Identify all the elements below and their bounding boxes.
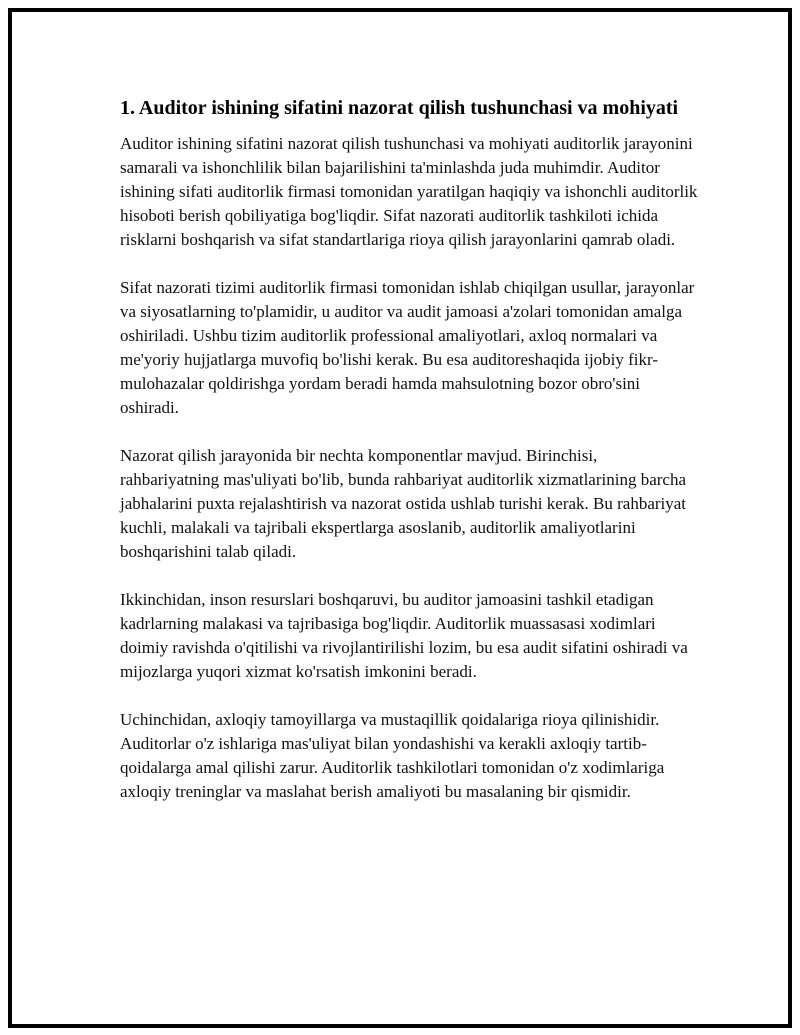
paragraph-1: Auditor ishining sifatini nazorat qilish tushunchasi va mohiyati auditorlik jarayonini samarali va ishonchlilik bilan bajarilishini ta'minlashda juda muhimdir. Auditor ishining sifati auditorlik firmasi tomonidan yaratilgan haqiqiy va ishonchli auditorlik hisoboti berish qobiliyatiga bog'liqdir. Sifat nazorati auditorlik tashkiloti ichida risklarni boshqarish va sifat standartlariga rioya qilish jarayonlarini qamrab oladi.	[120, 134, 698, 249]
section-heading: 1. Auditor ishining sifatini nazorat qilish tushunchasi va mohiyati	[120, 97, 679, 119]
document-body	[120, 94, 700, 828]
paragraph-3: Nazorat qilish jarayonida bir nechta komponentlar mavjud. Birinchisi, rahbariyatning mas'uliyati bo'lib, bunda rahbariyat auditorlik xizmatlarining barcha jabhalarini puxta rejalashtirish va nazorat ostida ushlab turishi kerak. Bu rahbariyat kuchli, malakali va tajribali ekspertlarga asoslanib, auditorlik amaliyotlarini boshqarishini talab qiladi.	[120, 446, 687, 561]
paragraph-2: Sifat nazorati tizimi auditorlik firmasi tomonidan ishlab chiqilgan usullar, jarayonlar va siyosatlarning to'plamidir, u auditor va audit jamoasi a'zolari tomonidan amalga oshiriladi. Ushbu tizim auditorlik professional amaliyotlari, axloq normalari va me'yoriy hujjatlarga muvofiq bo'lishi kerak. Bu esa auditoreshaqida ijobiy fikr-mulohazalar qoldirishga yordam beradi hamda mahsulotning bozor obro'sini oshiradi.	[120, 278, 695, 417]
page-frame	[8, 8, 792, 1028]
paragraph-4: Ikkinchidan, inson resurslari boshqaruvi, bu auditor jamoasini tashkil etadigan kadrlarning malakasi va tajribasiga bog'liqdir. Auditorlik muassasasi xodimlari doimiy ravishda o'qitilishi va rivojlantirilishi lozim, bu esa audit sifatini oshiradi va mijozlarga yuqori xizmat ko'rsatish imkonini beradi.	[120, 590, 688, 681]
paragraph-5: Uchinchidan, axloqiy tamoyillarga va mustaqillik qoidalariga rioya qilinishidir. Auditorlar o'z ishlariga mas'uliyat bilan yondashishi va kerakli axloqiy tartib-qoidalarga amal qilishi zarur. Auditorlik tashkilotlari tomonidan o'z xodimlariga axloqiy treninglar va maslahat berish amaliyoti bu masalaning bir qismidir.	[120, 710, 665, 801]
